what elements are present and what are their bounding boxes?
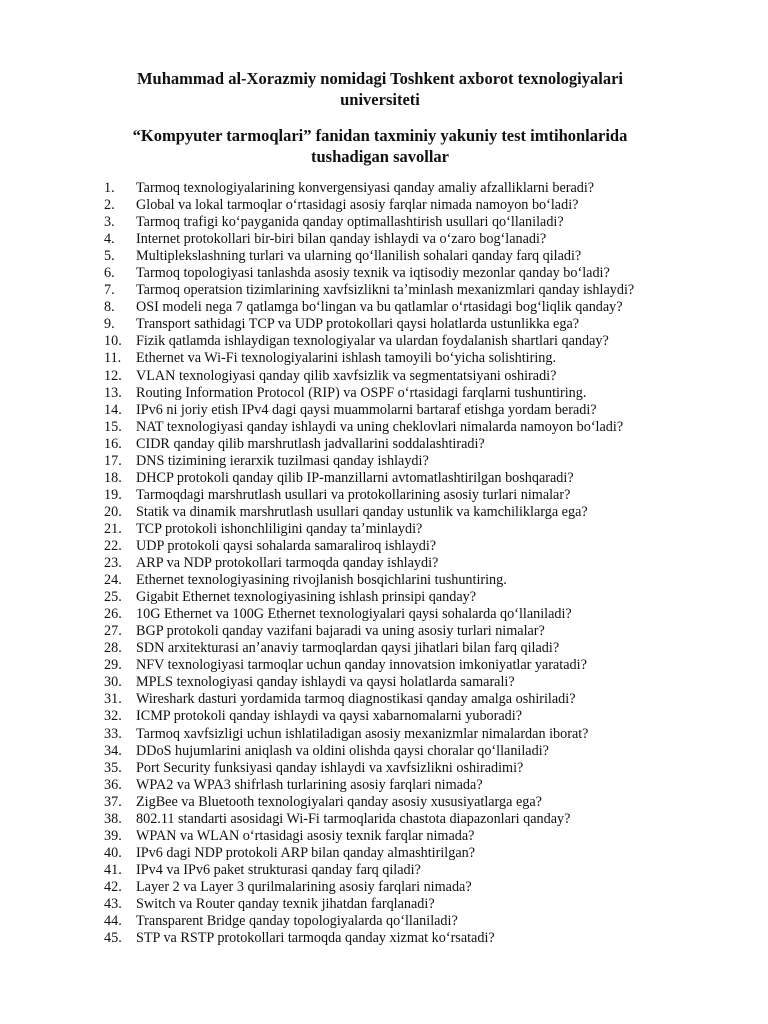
- question-item: [104, 470, 744, 487]
- question-number: 24.: [104, 572, 122, 589]
- question-text: Transparent Bridge qanday topologiyalarda qoʻllaniladi?: [136, 913, 458, 930]
- question-item: [104, 674, 744, 691]
- question-number: 26.: [104, 606, 122, 623]
- question-item: [104, 589, 744, 606]
- question-text: Fizik qatlamda ishlaydigan texnologiyalar va ulardan foydalanish shartlari qanday?: [136, 333, 609, 350]
- question-text: WPAN va WLAN oʻrtasidagi asosiy texnik farqlar nimada?: [136, 827, 475, 844]
- question-item: [104, 333, 744, 350]
- question-number: 34.: [104, 742, 122, 759]
- question-text: UDP protokoli qaysi sohalarda samaraliroq ishlaydi?: [136, 537, 437, 554]
- question-text: Routing Information Protocol (RIP) va OSPF oʻrtasidagi farqlarni tushuntiring.: [136, 384, 587, 401]
- question-item: [104, 504, 744, 521]
- question-item: [104, 555, 744, 572]
- question-number: 21.: [104, 520, 122, 537]
- question-text: MPLS texnologiyasi qanday ishlaydi va qaysi holatlarda samarali?: [136, 674, 515, 691]
- question-number: 17.: [104, 452, 122, 469]
- question-text: CIDR qanday qilib marshrutlash jadvallarini soddalashtiradi?: [136, 435, 485, 452]
- question-text: Statik va dinamik marshrutlash usullari qanday ustunlik va kamchiliklarga ega?: [136, 503, 588, 520]
- question-text: STP va RSTP protokollari tarmoqda qanday xizmat koʻrsatadi?: [136, 930, 495, 947]
- question-number: 30.: [104, 674, 122, 691]
- question-text: Tarmoq operatsion tizimlarining xavfsizlikni taʼminlash mexanizmlari qanday ishlaydi?: [136, 282, 635, 299]
- question-text: Internet protokollari bir-biri bilan qanday ishlaydi va oʻzaro bogʻlanadi?: [136, 231, 547, 248]
- question-item: [104, 845, 744, 862]
- question-number: 29.: [104, 657, 122, 674]
- question-number: 13.: [104, 384, 122, 401]
- question-item: [104, 691, 744, 708]
- question-text: 10G Ethernet va 100G Ethernet texnologiyalari qaysi sohalarda qoʻllaniladi?: [136, 606, 572, 623]
- question-text: Ethernet texnologiyasining rivojlanish bosqichlarini tushuntiring.: [136, 572, 507, 589]
- question-text: DHCP protokoli qanday qilib IP-manzillarni avtomatlashtirilgan boshqaradi?: [136, 469, 574, 486]
- question-number: 5.: [104, 248, 115, 265]
- question-number: 2.: [104, 197, 115, 214]
- question-item: [104, 368, 744, 385]
- question-item: [104, 197, 744, 214]
- question-text: Tarmoq trafigi koʻpayganida qanday optimallashtirish usullari qoʻllaniladi?: [136, 214, 564, 231]
- question-number: 43.: [104, 895, 122, 912]
- question-number: 10.: [104, 333, 122, 350]
- question-item: [104, 606, 744, 623]
- document-title: “Kompyuter tarmoqlari” fanidan taxminiy yakuniy test imtihonlarida tushadigan savollar: [132, 126, 628, 166]
- question-list: [104, 180, 744, 947]
- question-number: 15.: [104, 418, 122, 435]
- question-number: 41.: [104, 861, 122, 878]
- question-text: Port Security funksiyasi qanday ishlaydi va xavfsizlikni oshiradimi?: [136, 759, 524, 776]
- question-item: [104, 538, 744, 555]
- question-number: 14.: [104, 401, 122, 418]
- question-item: [104, 265, 744, 282]
- question-item: [104, 930, 744, 947]
- question-number: 33.: [104, 725, 122, 742]
- question-item: [104, 453, 744, 470]
- question-item: [104, 777, 744, 794]
- question-number: 8.: [104, 299, 115, 316]
- question-item: [104, 913, 744, 930]
- question-text: Multipleksl​ashning turlari va ularning qoʻllanilish sohalari qanday farq qiladi?: [136, 248, 582, 265]
- question-item: [104, 760, 744, 777]
- question-text: Layer 2 va Layer 3 qurilmalarining asosiy farqlari nimada?: [136, 878, 472, 895]
- question-text: VLAN texnologiyasi qanday qilib xavfsizlik va segmentatsiyani oshiradi?: [136, 367, 557, 384]
- question-number: 36.: [104, 776, 122, 793]
- question-item: [104, 623, 744, 640]
- question-item: [104, 521, 744, 538]
- question-number: 12.: [104, 367, 122, 384]
- question-number: 11.: [104, 350, 122, 367]
- question-number: 6.: [104, 265, 115, 282]
- question-item: [104, 385, 744, 402]
- question-item: [104, 794, 744, 811]
- question-number: 1.: [104, 180, 115, 196]
- question-text: Tarmoq texnologiyalarining konvergensiyasi qanday amaliy afzalliklarni beradi?: [136, 180, 595, 196]
- question-item: [104, 487, 744, 504]
- question-number: 25.: [104, 589, 122, 606]
- question-number: 38.: [104, 810, 122, 827]
- question-number: 35.: [104, 759, 122, 776]
- question-item: [104, 402, 744, 419]
- question-text: DNS tizimining ierarxik tuzilmasi qanday ishlaydi?: [136, 452, 429, 469]
- question-number: 16.: [104, 435, 122, 452]
- question-text: IPv4 va IPv6 paket strukturasi qanday farq qiladi?: [136, 861, 421, 878]
- question-number: 23.: [104, 555, 122, 572]
- question-number: 42.: [104, 878, 122, 895]
- question-text: IPv6 ni joriy etish IPv4 dagi qaysi muammolarni bartaraf etishga yordam beradi?: [136, 401, 597, 418]
- question-item: [104, 419, 744, 436]
- question-item: [104, 811, 744, 828]
- question-number: 45.: [104, 930, 122, 947]
- question-text: NFV texnologiyasi tarmoqlar uchun qanday innovatsion imkoniyatlar yaratadi?: [136, 657, 587, 674]
- question-text: ARP va NDP protokollari tarmoqda qanday ishlaydi?: [136, 555, 439, 572]
- question-text: DDoS hujumlarini aniqlash va oldini olishda qaysi choralar qoʻllaniladi?: [136, 742, 549, 759]
- question-number: 19.: [104, 486, 122, 503]
- question-number: 9.: [104, 316, 115, 333]
- question-item: [104, 436, 744, 453]
- question-text: Global va lokal tarmoqlar oʻrtasidagi asosiy farqlar nimada namoyon boʻladi?: [136, 197, 579, 214]
- question-text: Wireshark dasturi yordamida tarmoq diagnostikasi qanday amalga oshiriladi?: [136, 691, 576, 708]
- question-number: 4.: [104, 231, 115, 248]
- question-item: [104, 316, 744, 333]
- question-text: SDN arxitekturasi anʼanaviy tarmoqlardan qaysi jihatlari bilan farq qiladi?: [136, 640, 560, 657]
- question-text: ZigBee va Bluetooth texnologiyalari qanday asosiy xususiyatlarga ega?: [136, 793, 542, 810]
- question-text: NAT texnologiyasi qanday ishlaydi va uning cheklovlari nimalarda namoyon boʻladi?: [136, 418, 624, 435]
- question-number: 20.: [104, 503, 122, 520]
- question-text: Gigabit Ethernet texnologiyasining ishlash prinsipi qanday?: [136, 589, 477, 606]
- question-text: BGP protokoli qanday vazifani bajaradi va uning asosiy turlari nimalar?: [136, 623, 545, 640]
- question-item: [104, 743, 744, 760]
- question-text: Tarmoq xavfsizligi uchun ishlatiladigan asosiy mexanizmlar nimalardan iborat?: [136, 725, 589, 742]
- question-number: 39.: [104, 827, 122, 844]
- question-number: 40.: [104, 844, 122, 861]
- question-number: 18.: [104, 469, 122, 486]
- question-text: TCP protokoli ishonchliligini qanday taʼminlaydi?: [136, 520, 423, 537]
- question-item: [104, 862, 744, 879]
- question-item: [104, 299, 744, 316]
- question-item: [104, 248, 744, 265]
- question-item: [104, 726, 744, 743]
- question-item: [104, 828, 744, 845]
- question-number: 27.: [104, 623, 122, 640]
- question-text: Transport sathidagi TCP va UDP protokollari qaysi holatlarda ustunlikka ega?: [136, 316, 580, 333]
- question-number: 31.: [104, 691, 122, 708]
- university-title: Muhammad al-Xorazmiy nomidagi Toshkent axborot texnologiyalari universiteti: [136, 69, 624, 109]
- question-item: [104, 282, 744, 299]
- question-text: OSI modeli nega 7 qatlamga boʻlingan va bu qatlamlar oʻrtasidagi bogʻliqlik qanday?: [136, 299, 623, 316]
- question-text: ICMP protokoli qanday ishlaydi va qaysi xabarnomalarni yuboradi?: [136, 708, 522, 725]
- question-number: 44.: [104, 913, 122, 930]
- question-text: Tarmoq topologiyasi tanlashda asosiy texnik va iqtisodiy mezonlar qanday boʻladi?: [136, 265, 610, 282]
- question-text: 802.11 standarti asosidagi Wi-Fi tarmoqlarida chastota diapazonlari qanday?: [136, 810, 571, 827]
- question-text: Tarmoqdagi marshrutlash usullari va protokollarining asosiy turlari nimalar?: [136, 486, 571, 503]
- question-item: [104, 657, 744, 674]
- question-number: 7.: [104, 282, 115, 299]
- question-text: WPA2 va WPA3 shifrlash turlarining asosiy farqlari nimada?: [136, 776, 483, 793]
- question-item: [104, 572, 744, 589]
- question-item: [104, 350, 744, 367]
- question-number: 32.: [104, 708, 122, 725]
- question-number: 3.: [104, 214, 115, 231]
- question-text: Ethernet va Wi-Fi texnologiyalarini ishlash tamoyili boʻyicha solishtiring.: [136, 350, 556, 367]
- question-item: [104, 180, 744, 197]
- question-item: [104, 879, 744, 896]
- question-number: 22.: [104, 537, 122, 554]
- question-item: [104, 231, 744, 248]
- question-item: [104, 708, 744, 725]
- question-text: Switch va Router qanday texnik jihatdan farqlanadi?: [136, 895, 435, 912]
- question-item: [104, 214, 744, 231]
- question-number: 37.: [104, 793, 122, 810]
- question-number: 28.: [104, 640, 122, 657]
- question-text: IPv6 dagi NDP protokoli ARP bilan qanday almashtirilgan?: [136, 844, 476, 861]
- question-item: [104, 896, 744, 913]
- question-item: [104, 640, 744, 657]
